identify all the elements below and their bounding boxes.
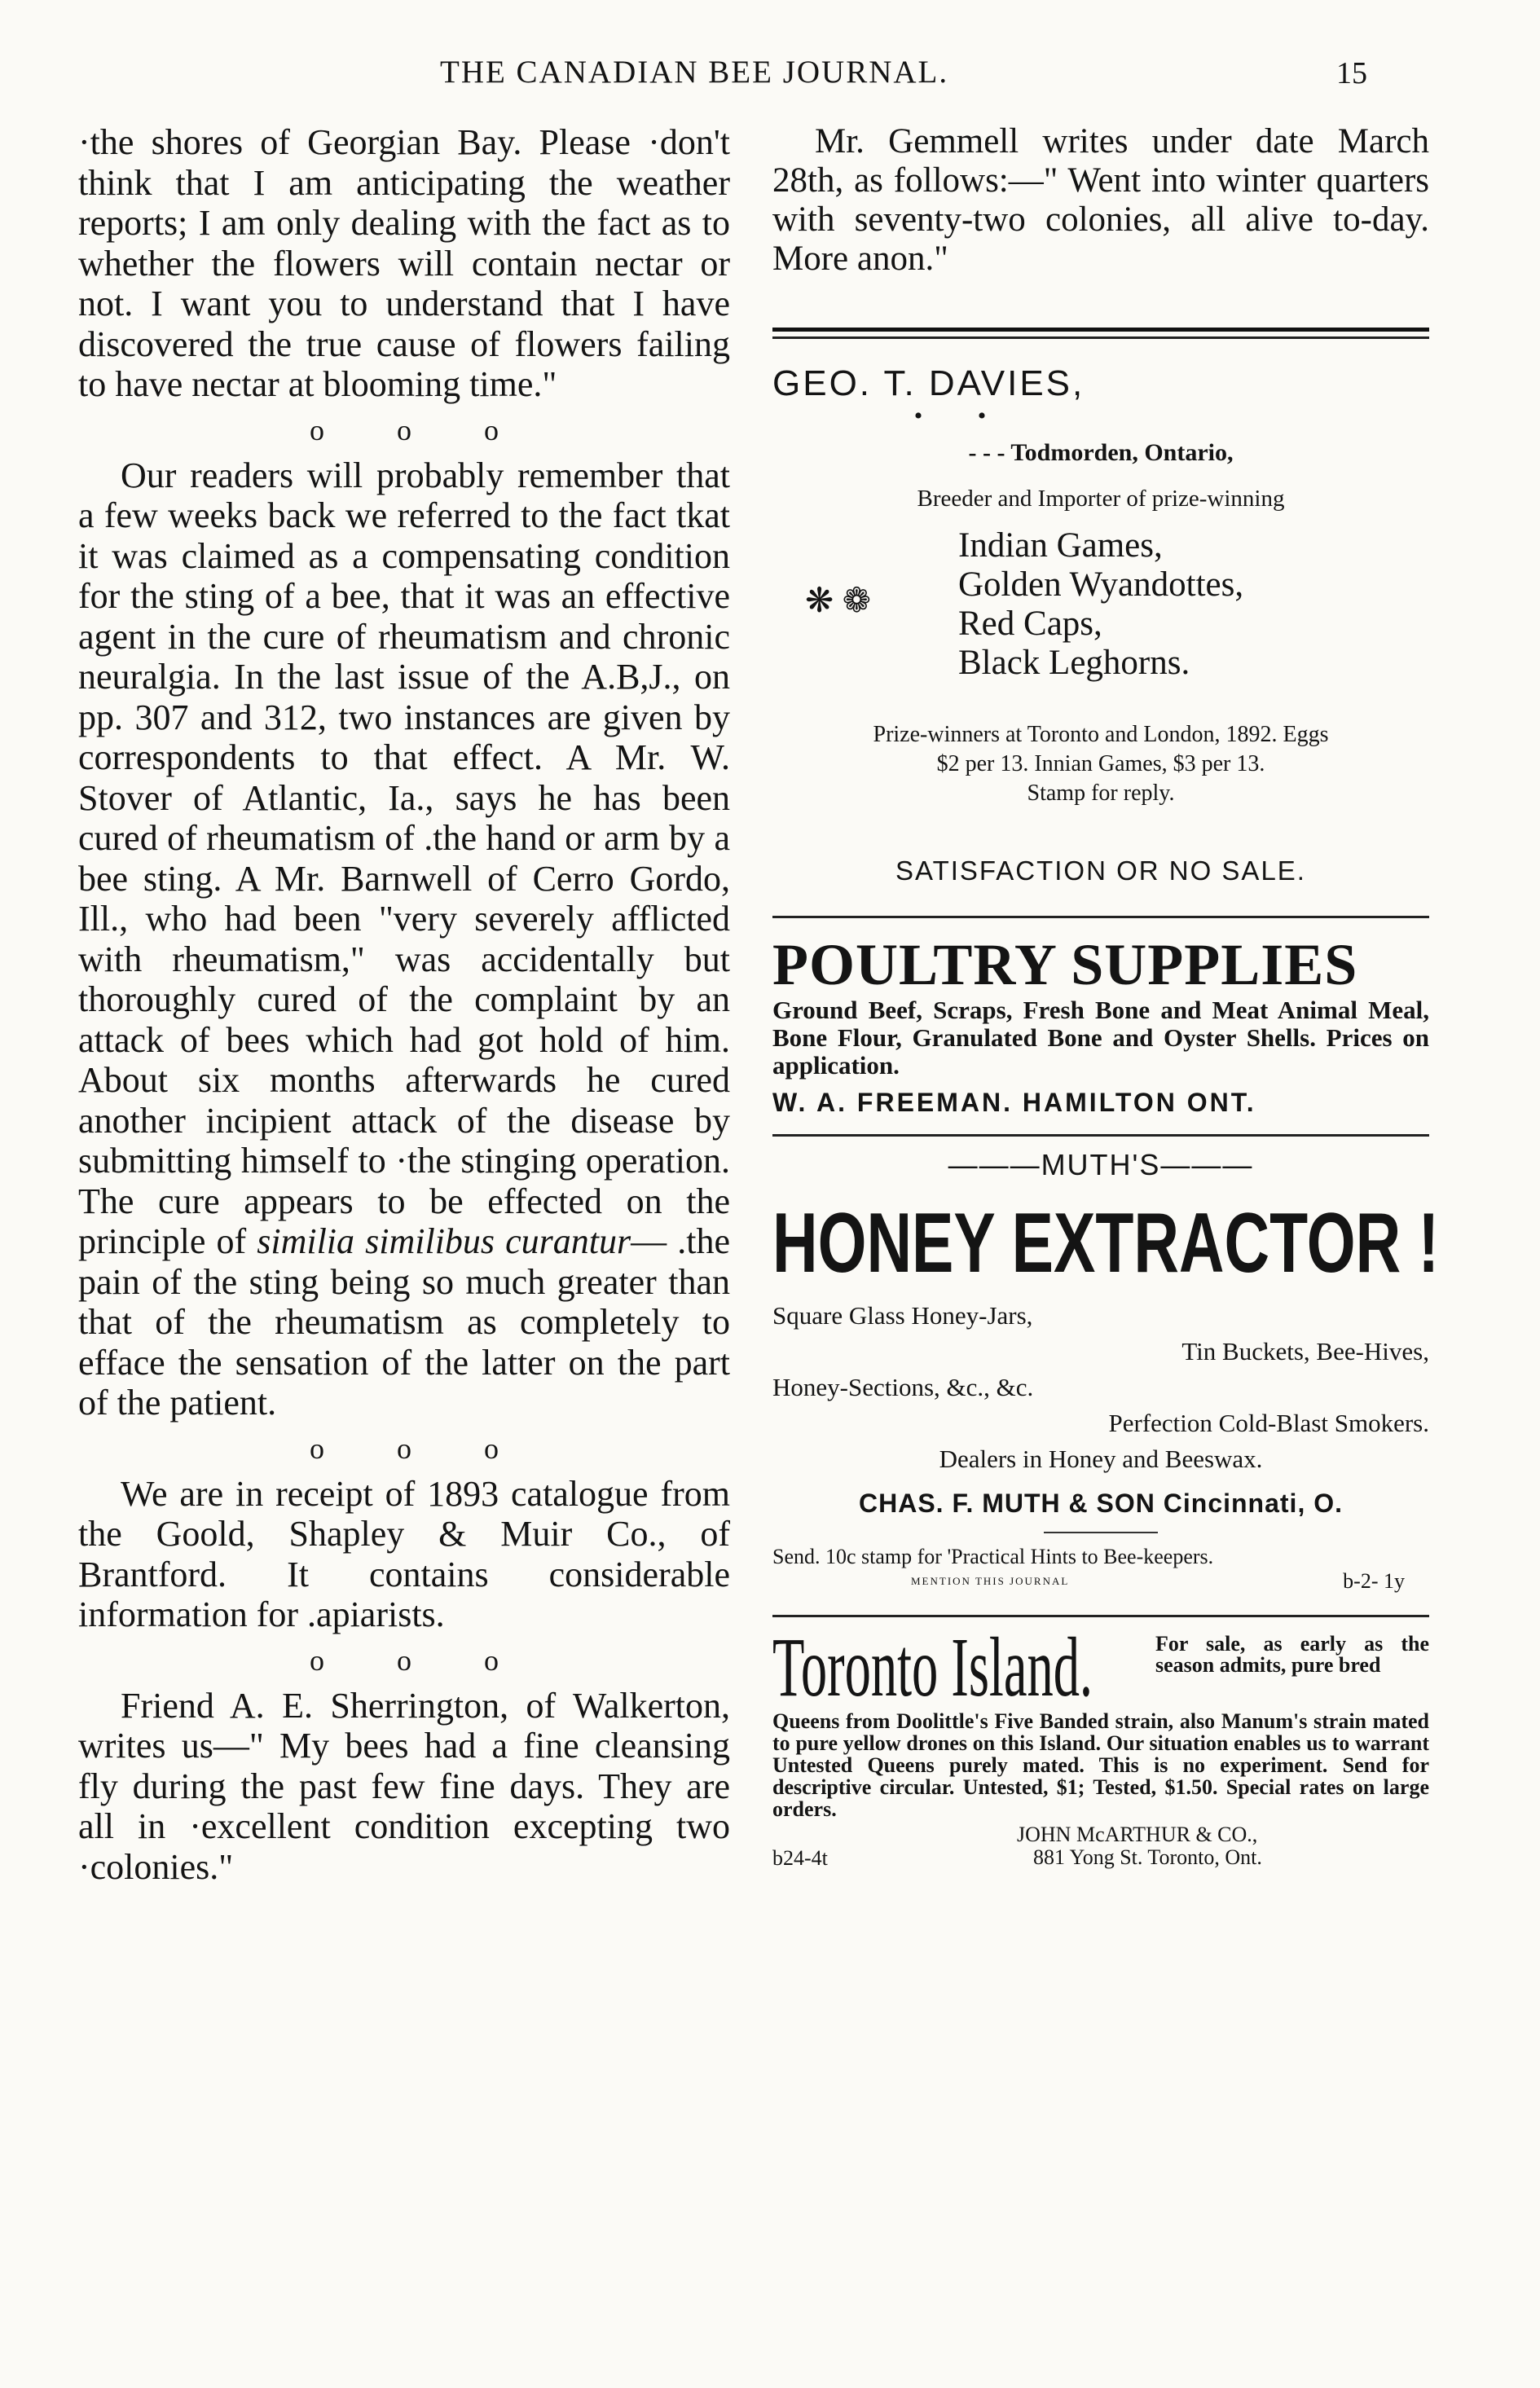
latin-phrase: similia similibus curantur [257, 1221, 631, 1261]
ad-muth-code: b-2- 1y [1343, 1569, 1405, 1593]
breed-item: Red Caps, [958, 605, 1102, 643]
paragraph-bee-sting-cure [78, 455, 730, 1423]
divider [772, 1134, 1429, 1137]
paragraph-georgian-bay: ·the shores of Georgian Bay. Please ·don't think that I am anticipating the weather reports; I am only dealing with the fact as to whether the flowers will contain nectar or not. I want you to understand that I have discovered the true cause of flowers failing to have nectar at blooming time." [78, 122, 730, 404]
paragraph-text: Our readers will probably remember that a few weeks back we referred to the fact tkat it was claimed as a compensating condition for the sting of a bee, that it was an effective agent in the cure of rheumatism and chronic neuralgia. In the last issue of the A.B,J., on pp. 307 and 312, two instances are given by correspondents to that effect. A Mr. W. Stover of Atlantic, Ia., says he has been cured of rheumatism of .the hand or arm by a bee sting. A Mr. Barnwell of Cerro Gordo, Ill., who had been "very severely afflicted with rheumatism," was accidentally but thoroughly cured of the complaint by an attack of bees which had got hold of him. About six months afterwards he cured another incipient attack of the disease by submitting himself to ·the stinging operation. The cure appears to be effected on the principle of [78, 455, 730, 1261]
ad-muth-note: Send. 10c stamp for 'Practical Hints to Bee-keepers. [772, 1545, 1214, 1568]
ad-muth-products [772, 1298, 1429, 1477]
prize-line: $2 per 13. Innian Games, $3 per 13. [936, 751, 1265, 776]
ad-davies-breeds [772, 526, 1429, 683]
breed-item: Golden Wyandottes, [958, 565, 1244, 604]
ad-toronto-footer [772, 1823, 1429, 1876]
ad-muth-note-tail-row [772, 1569, 1429, 1594]
ad-muth-kicker: ———MUTH'S——— [948, 1148, 1254, 1181]
ad-toronto-address: 881 Yong St. Toronto, Ont. [1033, 1845, 1262, 1869]
section-separator: o o o [310, 1431, 531, 1465]
ad-muth-note-block [772, 1545, 1429, 1594]
breeds-list [958, 526, 1243, 683]
ad-poultry [772, 933, 1429, 1118]
prize-line: Stamp for reply. [1027, 781, 1175, 806]
ad-toronto-body: Queens from Doolittle's Five Banded strain, also Manum's strain mated to pure yellow drones on this Island. Our situation enables us to warrant Untested Queens purely mated. This is no experiment. Send for descriptive circular. Untested, $1; Tested, $1.50. Special rates on large orders. [772, 1709, 1429, 1821]
page-number: 15 [1336, 56, 1367, 90]
product-line: Honey-Sections, &c., &c. [772, 1373, 1034, 1401]
bullet-ornament: • • [913, 402, 1011, 429]
ad-poultry-body: Ground Beef, Scraps, Fresh Bone and Meat Animal Meal, Bone Flour, Granulated Bone and Oyster Shells. Prices on application. [772, 996, 1429, 1080]
prize-line: Prize-winners at Toronto and London, 1892. Eggs [873, 722, 1329, 747]
ad-toronto-headline-wrap [772, 1621, 1155, 1714]
section-separator: o o o [310, 1643, 531, 1677]
page-header [0, 54, 1540, 103]
ad-toronto-firm: JOHN McARTHUR & CO., [1017, 1823, 1258, 1846]
breed-item: Black Leghorns. [958, 644, 1190, 682]
product-line: Dealers in Honey and Beeswax. [939, 1445, 1263, 1473]
ad-toronto-code: b24-4t [772, 1846, 828, 1870]
paragraph-catalogue: We are in receipt of 1893 catalogue from the Goold, Shapley & Muir Co., of Brantford. It contains considerable information for .apiarists. [78, 1473, 730, 1634]
ad-davies-prizes [772, 720, 1429, 808]
ad-toronto-island [772, 1621, 1429, 1876]
paragraph-gemmell: Mr. Gemmell writes under date March 28th, as follows:—" Went into winter quarters with seventy-two colonies, all alive to-day. More anon." [772, 122, 1429, 278]
paragraph-text: — .the pain of the sting being so much greater than that of the rheumatism as completely to efface the sensation of the latter on the part of the patient. [78, 1221, 730, 1423]
product-line: Tin Buckets, Bee-Hives, [1181, 1337, 1429, 1366]
running-title: THE CANADIAN BEE JOURNAL. [440, 55, 949, 90]
left-column [78, 122, 730, 1887]
ad-poultry-headline: POULTRY SUPPLIES [772, 932, 1358, 997]
ad-muth-seller: CHAS. F. MUTH & SON Cincinnati, O. [858, 1489, 1343, 1518]
product-line: Perfection Cold-Blast Smokers. [1108, 1409, 1429, 1437]
ad-davies-tagline: Breeder and Importer of prize-winning [917, 486, 1285, 512]
breed-item: Indian Games, [958, 526, 1163, 565]
divider [772, 916, 1429, 918]
divider [772, 336, 1429, 339]
ad-poultry-seller: W. A. FREEMAN. HAMILTON ONT. [772, 1088, 1256, 1117]
ad-davies-name: GEO. T. DAVIES, [772, 363, 1085, 403]
section-separator: o o o [310, 413, 531, 446]
ad-toronto-side: For sale, as early as the season admits, pure bred [1155, 1632, 1429, 1677]
ad-toronto-top [772, 1621, 1429, 1714]
ad-toronto-headline: Toronto Island. [772, 1621, 1093, 1714]
divider [1044, 1532, 1158, 1533]
paragraph-sherrington: Friend A. E. Sherrington, of Walkerton, writes us—" My bees had a fine cleansing fly during the past few fine days. They are all in ·excellent condition excepting two ·colonies." [78, 1685, 730, 1887]
ad-davies [772, 363, 1429, 886]
ad-toronto-firm-block [1017, 1823, 1262, 1869]
ad-muth [772, 1148, 1440, 1594]
ad-davies-guarantee: SATISFACTION OR NO SALE. [895, 855, 1306, 886]
right-column [772, 122, 1440, 1876]
ad-muth-note-tail: MENTION THIS JOURNAL [911, 1575, 1070, 1587]
ad-muth-headline-wrap [772, 1196, 1440, 1291]
divider [772, 328, 1429, 332]
ad-muth-headline: HONEY EXTRACTOR ! [772, 1196, 1440, 1291]
divider [772, 1615, 1429, 1617]
ad-davies-location: - - - Todmorden, Ontario, [968, 439, 1234, 466]
flower-ornament-icon: ❋ ❁ [805, 583, 871, 620]
product-line: Square Glass Honey-Jars, [772, 1301, 1033, 1330]
